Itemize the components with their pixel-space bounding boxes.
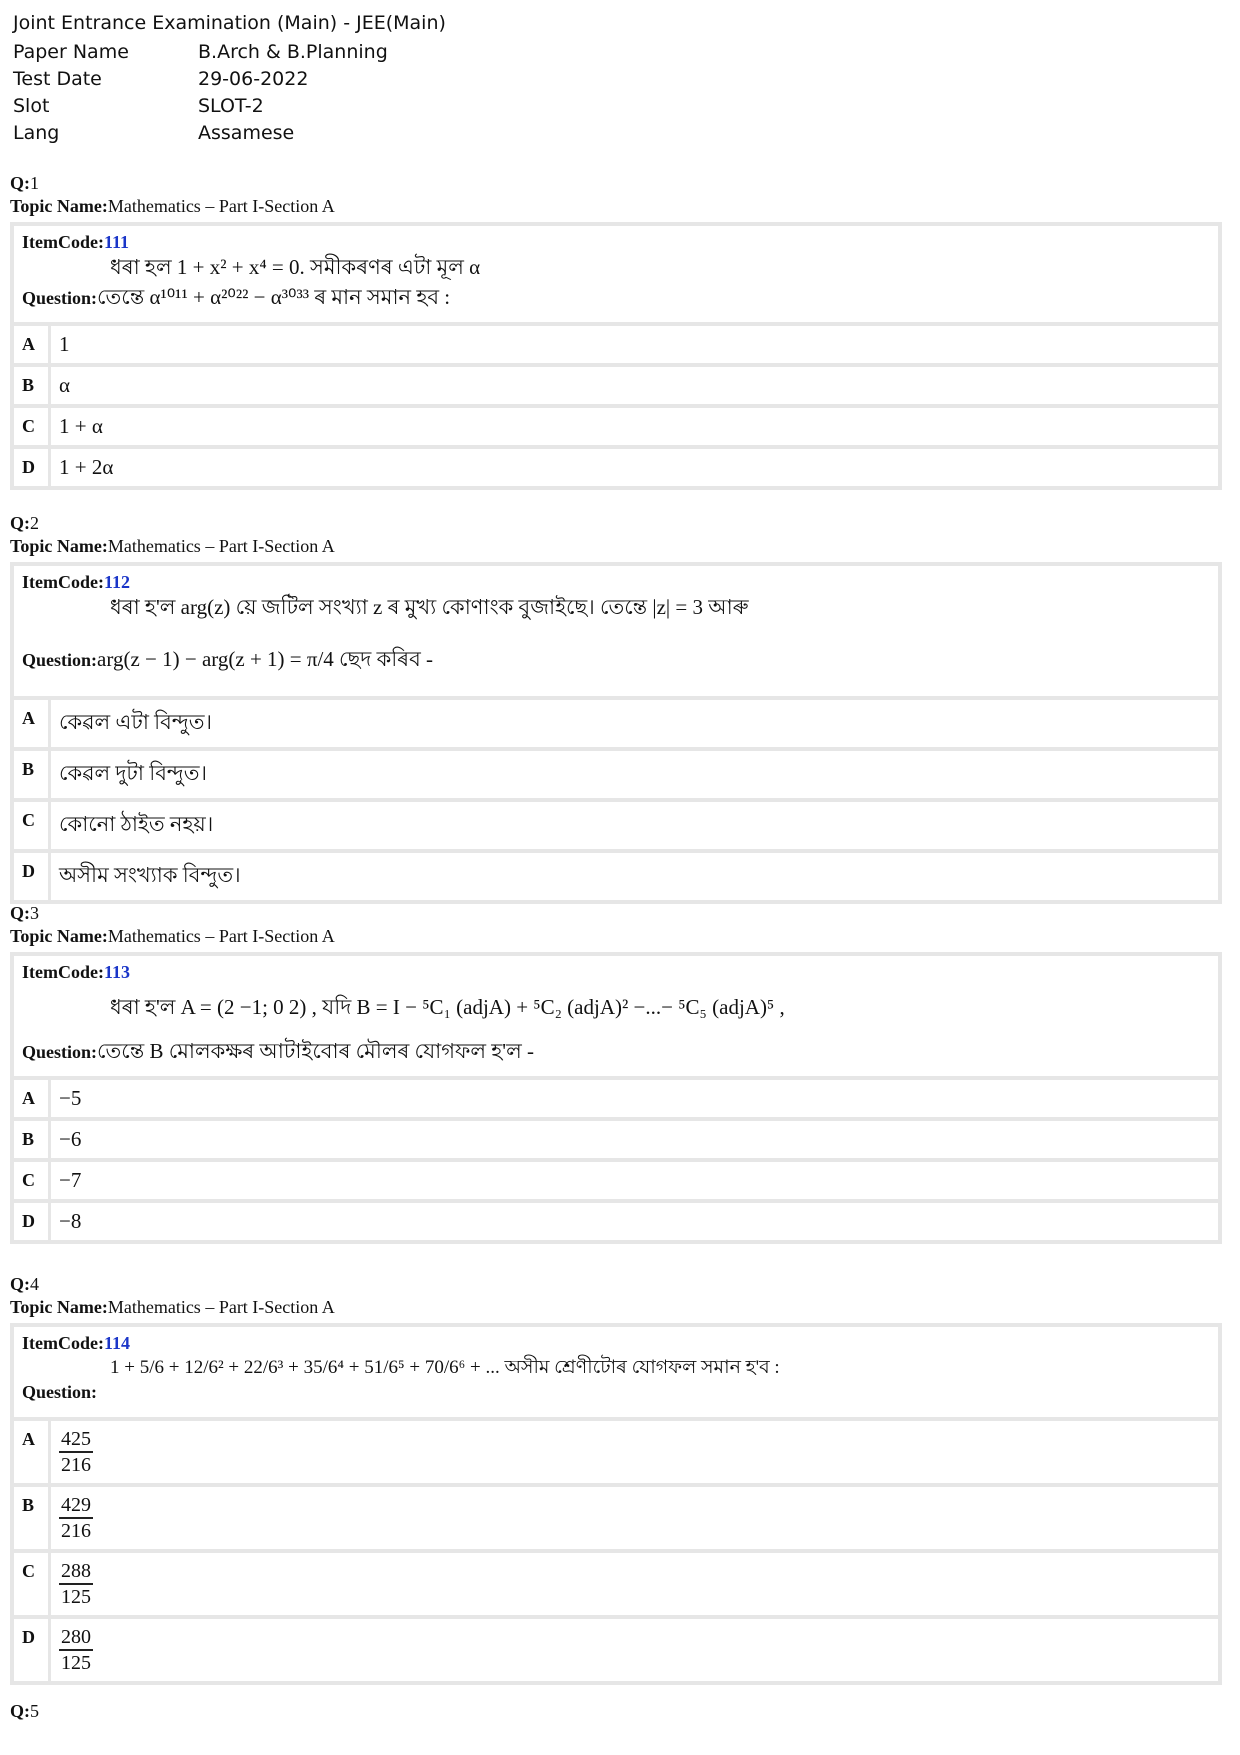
meta-key: Lang xyxy=(13,122,60,144)
option-row: A −5 xyxy=(14,1080,1218,1121)
option-row: D $\frac{280}{125}$ xyxy=(14,1619,1218,1681)
option-row: C 1 + α xyxy=(14,408,1218,449)
meta-value: SLOT-2 xyxy=(198,95,264,117)
topic-name: Topic Name:Mathematics – Part I-Section A xyxy=(10,196,335,216)
question-stem-line: Question:arg(z − 1) − arg(z + 1) = π/4 ছেদ কৰিব - xyxy=(22,647,434,671)
option-row: B −6 xyxy=(14,1121,1218,1162)
question-number: Q:3 xyxy=(10,903,39,923)
meta-value: B.Arch & B.Planning xyxy=(198,41,388,63)
option-row: B $\frac{429}{216}$ xyxy=(14,1487,1218,1553)
question-stem-line: 1 + 5/6 + 12/6² + 22/6³ + 35/6⁴ + 51/6⁵ + 70/6⁶ + ... অসীম শ্ৰেণীটোৰ যোগফল সমান হ'ব : xyxy=(110,1357,780,1378)
question-box xyxy=(10,952,1222,1244)
option-row: A 1 xyxy=(14,326,1218,367)
question-block xyxy=(10,172,1222,490)
option-row: C $\frac{288}{125}$ xyxy=(14,1553,1218,1619)
topic-name: Topic Name:Mathematics – Part I-Section A xyxy=(10,1297,335,1317)
meta-row xyxy=(13,120,446,147)
option-row: A $\frac{425}{216}$ xyxy=(14,1421,1218,1487)
question-box xyxy=(10,562,1222,904)
topic-name: Topic Name:Mathematics – Part I-Section A xyxy=(10,926,335,946)
fraction: $\frac{429}{216}$ xyxy=(61,1494,91,1542)
option-row: B কেৱল দুটা বিন্দুত। xyxy=(14,751,1218,802)
item-code: ItemCode:111 xyxy=(22,232,129,252)
option-row: D অসীম সংখ্যাক বিন্দুত। xyxy=(14,853,1218,900)
meta-key: Test Date xyxy=(13,68,102,90)
option-row: D 1 + 2α xyxy=(14,449,1218,486)
fraction: $\frac{288}{125}$ xyxy=(61,1560,91,1608)
question-cell xyxy=(14,566,1218,700)
option-row: B α xyxy=(14,367,1218,408)
question-cell xyxy=(14,956,1218,1080)
option-row: D −8 xyxy=(14,1203,1218,1240)
exam-title: Joint Entrance Examination (Main) - JEE(Main) xyxy=(13,12,446,34)
option-row: C কোনো ঠাইত নহয়। xyxy=(14,802,1218,853)
question-number: Q:1 xyxy=(10,173,39,193)
meta-key: Slot xyxy=(13,95,50,117)
question-stem-line: ধৰা হল 1 + x² + x⁴ = 0. সমীকৰণৰ এটা মূল α xyxy=(110,255,481,279)
fraction: $\frac{425}{216}$ xyxy=(61,1428,91,1476)
exam-header xyxy=(13,10,446,147)
question-stem-line: Question:তেন্তে B মোলকক্ষৰ আটাইবোৰ মৌলৰ যোগফল হ'ল - xyxy=(22,1039,534,1063)
meta-row xyxy=(13,39,446,66)
question-stem-line: ধৰা হ'ল A = (2 −1; 0 2) , যদি B = I − ⁵C₁ (adjA) + ⁵C₂ (adjA)² −...− ⁵C₅ (adjA)⁵ , xyxy=(110,995,785,1019)
option-row: C −7 xyxy=(14,1162,1218,1203)
question-label: Question: xyxy=(22,1382,98,1402)
topic-name: Topic Name:Mathematics – Part I-Section A xyxy=(10,536,335,556)
question-cell xyxy=(14,1327,1218,1421)
meta-value: 29-06-2022 xyxy=(198,68,309,90)
question-stem-line: Question:তেন্তে α¹⁰¹¹ + α²⁰²² − α³⁰³³ ৰ মান সমান হব : xyxy=(22,285,451,309)
meta-row xyxy=(13,66,446,93)
meta-row xyxy=(13,93,446,120)
option-row: A কেৱল এটা বিন্দুত। xyxy=(14,700,1218,751)
question-number: Q:5 xyxy=(10,1701,39,1721)
question-cell xyxy=(14,226,1218,326)
question-box xyxy=(10,1323,1222,1685)
item-code: ItemCode:113 xyxy=(22,962,130,982)
question-block xyxy=(10,1273,1222,1685)
meta-value: Assamese xyxy=(198,122,295,144)
fraction: $\frac{280}{125}$ xyxy=(61,1626,91,1674)
question-block xyxy=(10,1700,1222,1722)
question-number: Q:2 xyxy=(10,513,39,533)
question-block xyxy=(10,512,1222,904)
item-code: ItemCode:114 xyxy=(22,1333,130,1353)
question-number: Q:4 xyxy=(10,1274,39,1294)
question-block xyxy=(10,902,1222,1244)
item-code: ItemCode:112 xyxy=(22,572,130,592)
meta-key: Paper Name xyxy=(13,41,129,63)
question-stem-line: ধৰা হ'ল arg(z) য়ে জটিল সংখ্যা z ৰ মুখ্য কোণাংক বুজাইছে। তেন্তে |z| = 3 আৰু xyxy=(110,595,749,619)
question-box xyxy=(10,222,1222,490)
